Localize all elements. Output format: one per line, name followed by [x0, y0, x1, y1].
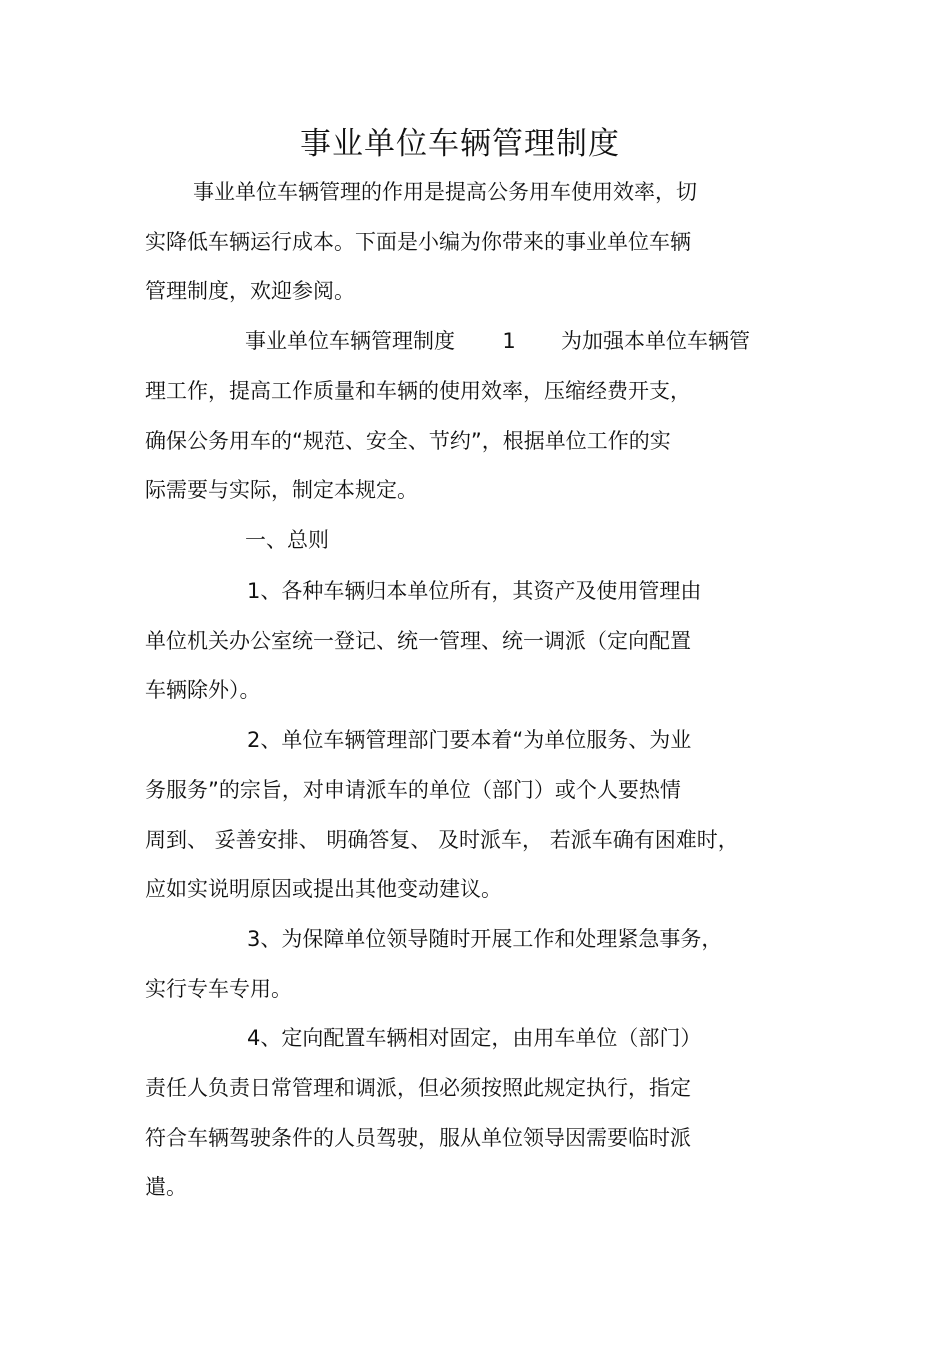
item-2-line-2: 务服务”的宗旨，对申请派车的单位（部门）或个人要热情: [145, 778, 681, 802]
item-3-line-2: 实行专车专用。: [145, 977, 292, 1001]
preamble-line-2: 确保公务用车的“规范、安全、节约”，根据单位工作的实: [145, 429, 671, 453]
intro-line-2: 实降低车辆运行成本。下面是小编为你带来的事业单位车辆: [145, 230, 691, 254]
item-4-line-4: 遣。: [145, 1175, 187, 1199]
item-1-line-3: 车辆除外）。: [145, 678, 261, 702]
section-heading-text: 事业单位车辆管理制度: [245, 329, 455, 353]
section-heading-line: [245, 326, 750, 356]
item-2-line-4: 应如实说明原因或提出其他变动建议。: [145, 877, 502, 901]
item-1-line-2: 单位机关办公室统一登记、统一管理、统一调派（定向配置: [145, 629, 691, 653]
intro-line-3: 管理制度，欢迎参阅。: [145, 279, 355, 303]
item-4-line-3: 符合车辆驾驶条件的人员驾驶，服从单位领导因需要临时派: [145, 1126, 691, 1150]
intro-line-1: 事业单位车辆管理的作用是提高公务用车使用效率，切: [193, 180, 697, 204]
preamble-line-3: 际需要与实际，制定本规定。: [145, 478, 418, 502]
section-heading-number: 1: [502, 329, 516, 353]
document-title: 事业单位车辆管理制度: [300, 126, 620, 162]
preamble-line-1: 理工作，提高工作质量和车辆的使用效率，压缩经费开支，: [145, 379, 691, 403]
item-2-line-1: 2、单位车辆管理部门要本着“为单位服务、为业: [247, 728, 692, 752]
section-heading-lead: 为加强本单位车辆管: [561, 329, 750, 353]
item-2-line-3: 周到、 妥善安排、 明确答复、 及时派车， 若派车确有困难时，: [145, 828, 739, 852]
item-1-line-1: 1、各种车辆归本单位所有，其资产及使用管理由: [247, 579, 702, 603]
item-3-line-1: 3、为保障单位领导随时开展工作和处理紧急事务，: [247, 927, 723, 951]
item-4-line-2: 责任人负责日常管理和调派，但必须按照此规定执行，指定: [145, 1076, 691, 1100]
chapter-heading: 一、总则: [245, 528, 329, 552]
item-4-line-1: 4、定向配置车辆相对固定，由用车单位（部门）: [247, 1026, 702, 1050]
